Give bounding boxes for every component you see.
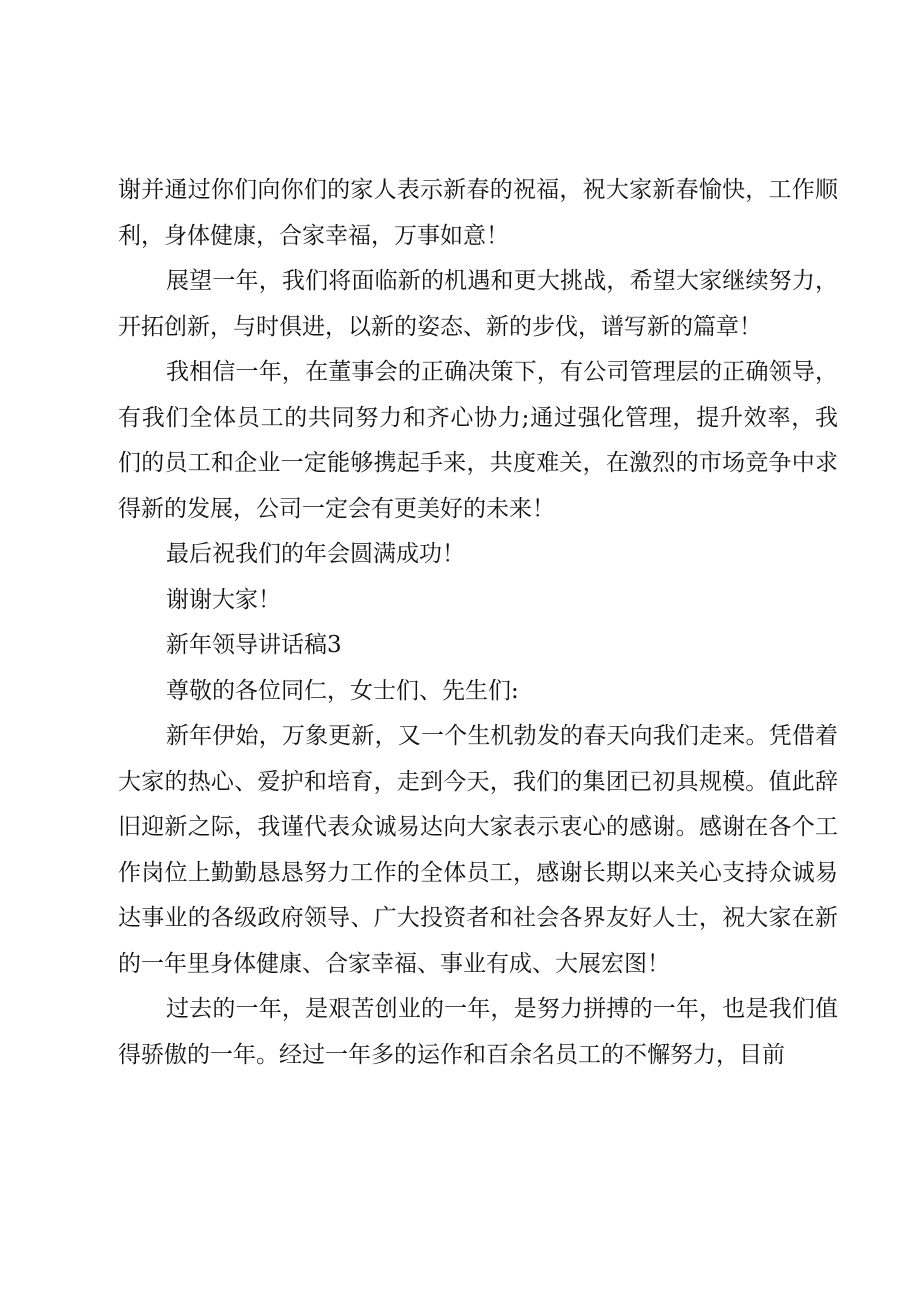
section-heading: 新年领导讲话稿3	[166, 632, 342, 658]
paragraph-continuation: 谢并通过你们向你们的家人表示新春的祝福，祝大家新春愉快，工作顺利，身体健康，合家幸福，万事如意！	[118, 177, 838, 249]
paragraph-closing-wish: 最后祝我们的年会圆满成功！	[166, 541, 465, 567]
paragraph-belief: 我相信一年，在董事会的正确决策下，有公司管理层的正确领导，有我们全体员工的共同努力和齐心协力;通过强化管理，提升效率，我们的员工和企业一定能够携起手来，共度难关，在激烈的市场竞争中求得新的发展，公司一定会有更美好的未来！	[118, 359, 838, 522]
document-body	[118, 168, 838, 1078]
salutation: 尊敬的各位同仁，女士们、先生们:	[166, 677, 519, 704]
paragraph-past-year: 过去的一年，是艰苦创业的一年，是努力拼搏的一年，也是我们值得骄傲的一年。经过一年多的运作和百余名员工的不懈努力，目前	[118, 996, 838, 1068]
paragraph-outlook: 展望一年，我们将面临新的机遇和更大挑战，希望大家继续努力，开拓创新，与时俱进，以新的姿态、新的步伐，谱写新的篇章！	[118, 268, 838, 340]
paragraph-new-year: 新年伊始，万象更新，又一个生机勃发的春天向我们走来。凭借着大家的热心、爱护和培育，走到今天，我们的集团已初具规模。值此辞旧迎新之际，我谨代表众诚易达向大家表示衷心的感谢。感谢在各个工作岗位上勤勤恳恳努力工作的全体员工，感谢长期以来关心支持众诚易达事业的各级政府领导、广大投资者和社会各界友好人士，祝大家在新的一年里身体健康、合家幸福、事业有成、大展宏图！	[118, 723, 838, 977]
paragraph-thanks: 谢谢大家！	[166, 586, 281, 613]
